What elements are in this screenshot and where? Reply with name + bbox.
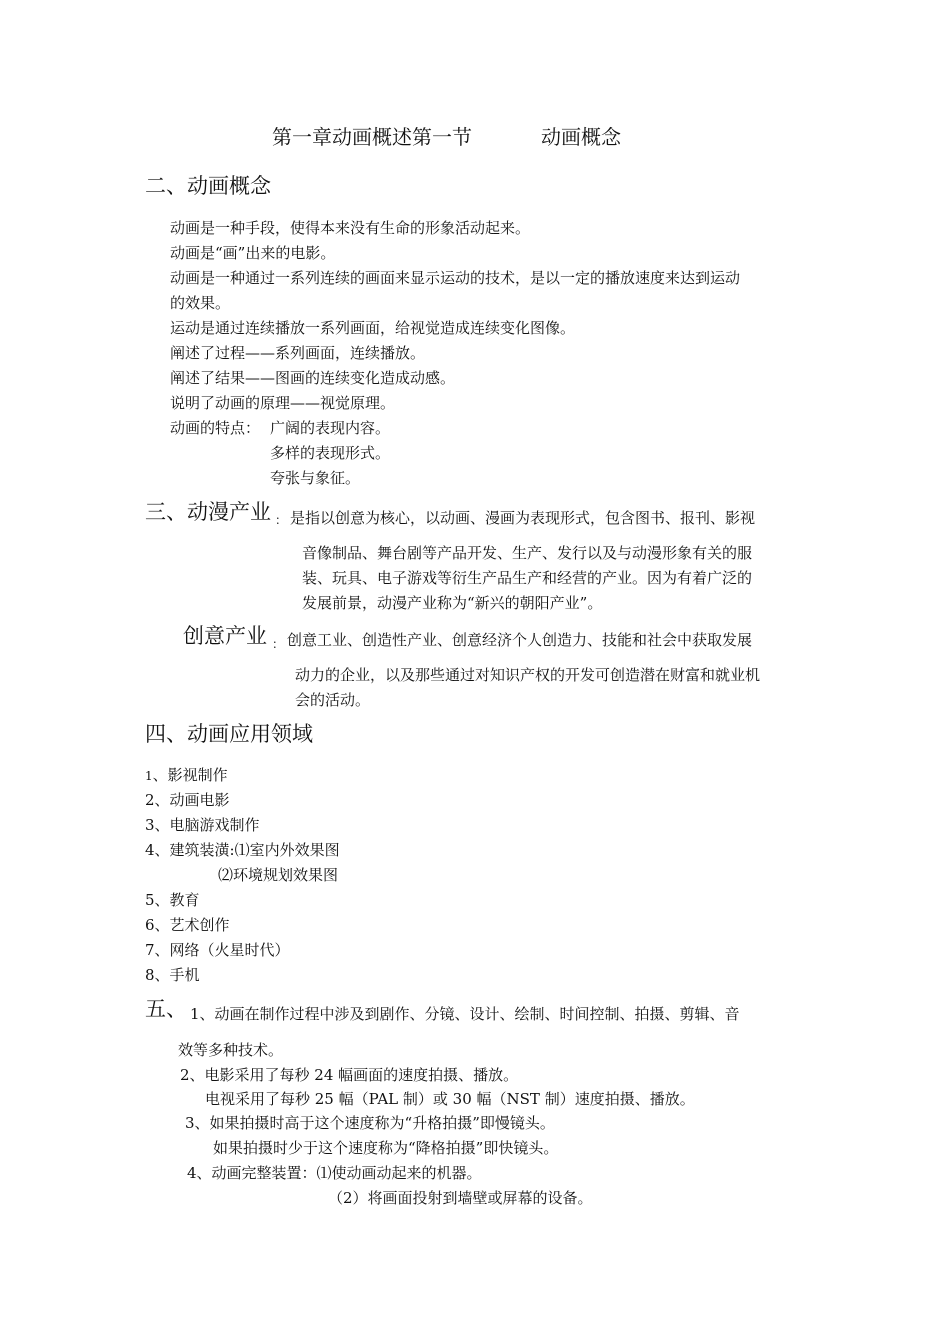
section2-line: 动画是“画”出来的电影。 (170, 244, 336, 262)
creative-industry-heading: 创意产业 (183, 624, 267, 648)
section2-line: 的效果。 (170, 294, 231, 312)
section2-heading: 二、动画概念 (145, 174, 271, 198)
section5-line: 2、电影采用了每秒 24 幅画面的速度拍摄、播放。 (180, 1066, 519, 1084)
application-item: 3、电脑游戏制作 (145, 816, 260, 834)
creative-industry-line: 动力的企业，以及那些通过对知识产权的开发可创造潜在财富和就业机 (295, 666, 761, 684)
creative-industry-line: 创意工业、创造性产业、创意经济个人创造力、技能和社会中获取发展 (287, 631, 753, 649)
section2-line: 动画是一种通过一系列连续的画面来显示运动的技术，是以一定的播放速度来达到运动 (170, 269, 741, 287)
section-title: 动画概念 (541, 125, 621, 149)
application-subitem: ⑵环境规划效果图 (218, 866, 339, 884)
section5-line: 1、动画在制作过程中涉及到剧作、分镜、设计、绘制、时间控制、拍摄、剪辑、音 (190, 1005, 740, 1023)
feature-item: 广阔的表现内容。 (270, 419, 391, 437)
section3-line: 是指以创意为核心，以动画、漫画为表现形式，包含图书、报刊、影视 (290, 509, 756, 527)
feature-item: 多样的表现形式。 (270, 444, 391, 462)
section5-heading: 五、 (145, 997, 187, 1021)
section2-line: 阐述了结果——图画的连续变化造成动感。 (170, 369, 456, 387)
features-label: 动画的特点： (170, 419, 261, 437)
application-item: 4、建筑装潢:⑴室内外效果图 (145, 841, 340, 859)
section5-line: （2）将画面投射到墙壁或屏幕的设备。 (328, 1189, 593, 1207)
feature-item: 夸张与象征。 (270, 469, 361, 487)
application-item: 5、教育 (145, 891, 200, 909)
chapter-title: 第一章动画概述第一节 (272, 125, 472, 149)
creative-industry-colon: ： (272, 637, 285, 651)
section5-line: 4、动画完整装置：⑴使动画动起来的机器。 (187, 1164, 482, 1182)
application-item: 8、手机 (145, 966, 200, 984)
section3-line: 音像制品、舞台剧等产品开发、生产、发行以及与动漫形象有关的服 (302, 544, 753, 562)
section3-colon: ： (275, 513, 288, 527)
section2-line: 阐述了过程——系列画面，连续播放。 (170, 344, 426, 362)
section2-line: 运动是通过连续播放一系列画面，给视觉造成连续变化图像。 (170, 319, 576, 337)
section2-line: 说明了动画的原理——视觉原理。 (170, 394, 396, 412)
section5-line: 电视采用了每秒 25 幅（PAL 制）或 30 幅（NST 制）速度拍摄、播放。 (205, 1090, 695, 1108)
creative-industry-line: 会的活动。 (295, 691, 371, 709)
section3-line: 发展前景，动漫产业称为“新兴的朝阳产业”。 (302, 594, 603, 612)
section5-line: 效等多种技术。 (178, 1041, 284, 1059)
section5-line: 如果拍摄时少于这个速度称为“降格拍摄”即快镜头。 (213, 1139, 559, 1157)
application-item: 6、艺术创作 (145, 916, 230, 934)
section3-line: 装、玩具、电子游戏等衍生产品生产和经营的产业。因为有着广泛的 (302, 569, 753, 587)
section3-heading: 三、动漫产业 (145, 500, 271, 524)
application-item: 2、动画电影 (145, 791, 230, 809)
section2-line: 动画是一种手段，使得本来没有生命的形象活动起来。 (170, 219, 531, 237)
application-item: 1、影视制作 (145, 766, 228, 784)
section4-heading: 四、动画应用领域 (145, 722, 313, 746)
section5-line: 3、如果拍摄时高于这个速度称为“升格拍摄”即慢镜头。 (185, 1114, 555, 1132)
application-item: 7、网络（火星时代） (145, 941, 290, 959)
